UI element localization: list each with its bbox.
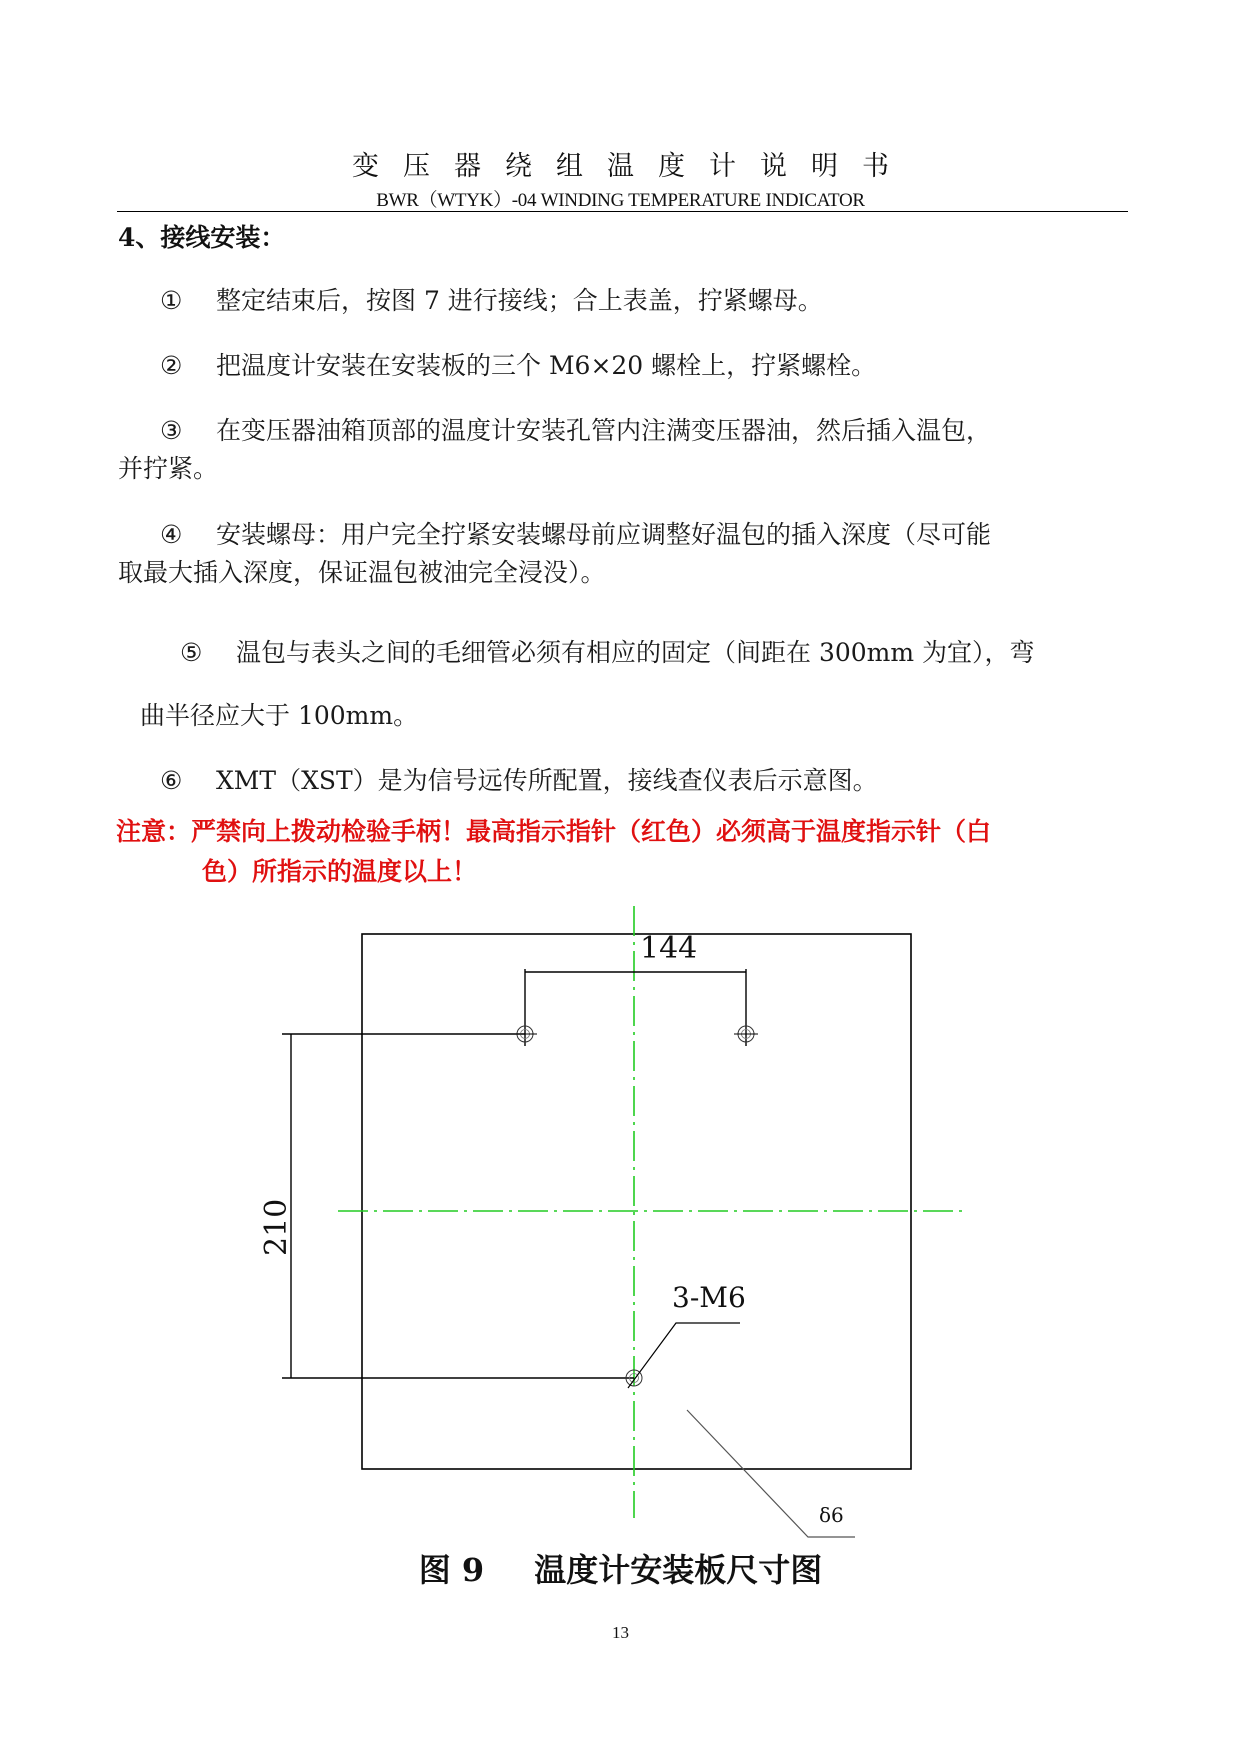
dimension-144-label: 144 bbox=[640, 931, 698, 966]
hole-leader-line bbox=[628, 1323, 740, 1388]
page-number: 13 bbox=[612, 1623, 629, 1642]
step-5-continuation: 曲半径应大于 100mm。 bbox=[140, 701, 419, 730]
step-3-continuation: 并拧紧。 bbox=[118, 454, 219, 483]
step-text: XMT（XST）是为信号远传所配置，接线查仪表后示意图。 bbox=[216, 766, 878, 795]
step-number: ⑥ bbox=[160, 766, 183, 795]
step-text: 整定结束后，按图 7 进行接线；合上表盖，拧紧螺母。 bbox=[216, 286, 823, 315]
warning-line-2: 色）所指示的温度以上！ bbox=[202, 857, 478, 886]
figure-caption bbox=[0, 1550, 1241, 1590]
step-text: 把温度计安装在安装板的三个 M6×20 螺栓上，拧紧螺栓。 bbox=[216, 351, 877, 380]
step-number: ① bbox=[160, 286, 183, 315]
step-text: 安装螺母：用户完全拧紧安装螺母前应调整好温包的插入深度（尽可能 bbox=[216, 520, 992, 549]
step-number: ④ bbox=[160, 520, 183, 549]
hole-spec-label: 3-M6 bbox=[672, 1281, 746, 1314]
plate-outline bbox=[362, 934, 911, 1469]
step-number: ② bbox=[160, 351, 183, 380]
step-text: 在变压器油箱顶部的温度计安装孔管内注满变压器油，然后插入温包， bbox=[216, 416, 992, 445]
figure-number: 图 9 bbox=[418, 1551, 485, 1589]
step-4-continuation: 取最大插入深度，保证温包被油完全浸没）。 bbox=[118, 558, 606, 587]
step-number: ⑤ bbox=[180, 638, 203, 667]
step-number: ③ bbox=[160, 416, 183, 445]
dimension-210-label: 210 bbox=[259, 1198, 294, 1256]
document-title-cn: 变压器绕组温度计说明书 bbox=[352, 151, 913, 182]
thickness-label: δ6 bbox=[819, 1503, 844, 1527]
warning-line-1: 注意：严禁向上拨动检验手柄！最高指示指针（红色）必须高于温度指示针（白 bbox=[116, 817, 992, 846]
step-text: 温包与表头之间的毛细管必须有相应的固定（间距在 300mm 为宜），弯 bbox=[236, 638, 1035, 667]
document-title-en: BWR（WTYK）-04 WINDING TEMPERATURE INDICATOR bbox=[376, 190, 865, 211]
section-title: 4、接线安装： bbox=[118, 223, 286, 252]
figure-title: 温度计安装板尺寸图 bbox=[534, 1551, 823, 1589]
